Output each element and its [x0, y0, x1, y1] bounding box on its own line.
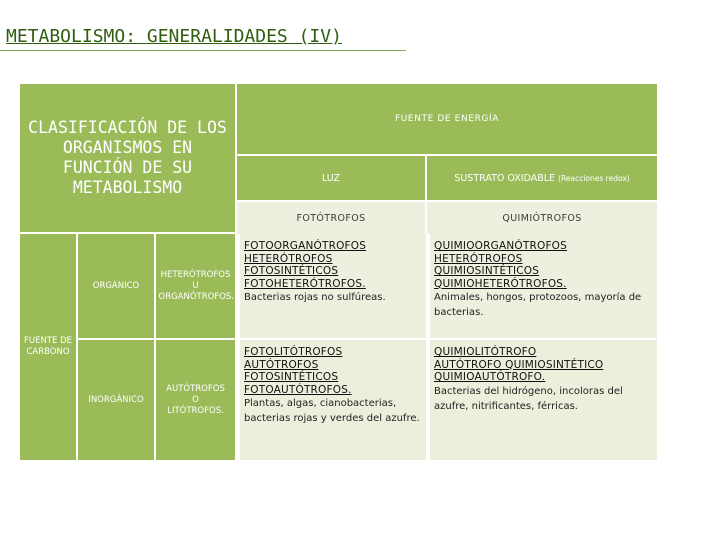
light-header [237, 156, 425, 200]
cell-line: FOTOSINTÉTICOS [244, 371, 339, 383]
cell-line: AUTÓTROFO QUIMIOSINTÉTICO [434, 358, 604, 371]
organic-label: ORGÁNICO [92, 280, 140, 291]
cell-description: Animales, hongos, protozoos, mayoría de bacterias. [434, 292, 642, 318]
oxidizable-substrate-main: SUSTRATO OXIDABLE [454, 172, 556, 184]
cell-line: QUIMIOAUTÓTROFO. [434, 371, 546, 383]
cell-line: QUIMIOSINTÉTICOS [434, 265, 540, 277]
carbon-source-label: FUENTE DE CARBONO [23, 336, 73, 357]
autotrophs-label: AUTÓTROFOS O LITÓTROFOS. [166, 383, 225, 416]
cell-description: Plantas, algas, cianobacterias, bacterias rojas y verdes del azufre. [244, 398, 420, 424]
heterotrophs-header [156, 234, 235, 338]
cell-line: FOTOLITÓTROFOS [244, 346, 343, 358]
energy-source-label: FUENTE DE ENERGÍA [394, 114, 500, 124]
light-label: LUZ [321, 172, 341, 184]
oxidizable-substrate-note: (Reacciones redox) [558, 173, 630, 183]
autotrophs-header [156, 340, 235, 460]
oxidizable-substrate-header [427, 156, 657, 200]
cell-line: FOTOORGANÓTROFOS [244, 240, 367, 252]
heterotrophs-label: HETERÓTROFOS U ORGANÓTROFOS. [158, 269, 235, 302]
phototrophs-label: FOTÓTROFOS [296, 212, 366, 224]
cell-chemo-inorganic [430, 340, 657, 460]
classification-header-text: CLASIFICACIÓN DE LOS ORGANISMOS EN FUNCIÓN DE SU METABOLISMO [28, 118, 227, 197]
energy-source-header [237, 84, 657, 154]
cell-photo-inorganic [240, 340, 426, 460]
phototrophs-header [237, 202, 425, 234]
cell-description: Bacterias rojas no sulfúreas. [244, 292, 386, 303]
cell-line: FOTOHETERÓTROFOS. [244, 277, 366, 290]
cell-photo-organic [240, 234, 426, 338]
cell-line: QUIMIOLITÓTROFO [434, 346, 537, 358]
inorganic-label: INORGÁNICO [88, 394, 144, 405]
cell-line: HETERÓTROFOS [434, 252, 523, 265]
cell-line: QUIMIOHETERÓTROFOS. [434, 277, 567, 290]
chemotrophs-label: QUIMIÓTROFOS [502, 212, 582, 224]
cell-line: HETERÓTROFOS [244, 252, 333, 265]
cell-line: FOTOAUTÓTROFOS. [244, 383, 352, 396]
chemotrophs-header [427, 202, 657, 234]
organic-header [78, 234, 154, 338]
cell-chemo-organic [430, 234, 657, 338]
oxidizable-substrate-label [454, 173, 629, 184]
cell-line: AUTÓTROFOS [244, 358, 319, 371]
title-divider [0, 50, 406, 51]
page-title: METABOLISMO: GENERALIDADES (IV) [6, 26, 342, 47]
carbon-source-header [20, 234, 76, 460]
cell-line: FOTOSINTÉTICOS [244, 265, 339, 277]
cell-description: Bacterias del hidrógeno, incoloras del azufre, nitrificantes, férricas. [434, 385, 623, 412]
cell-line: QUIMIOORGANÓTROFOS [434, 240, 568, 252]
classification-header [20, 84, 235, 232]
inorganic-header [78, 340, 154, 460]
